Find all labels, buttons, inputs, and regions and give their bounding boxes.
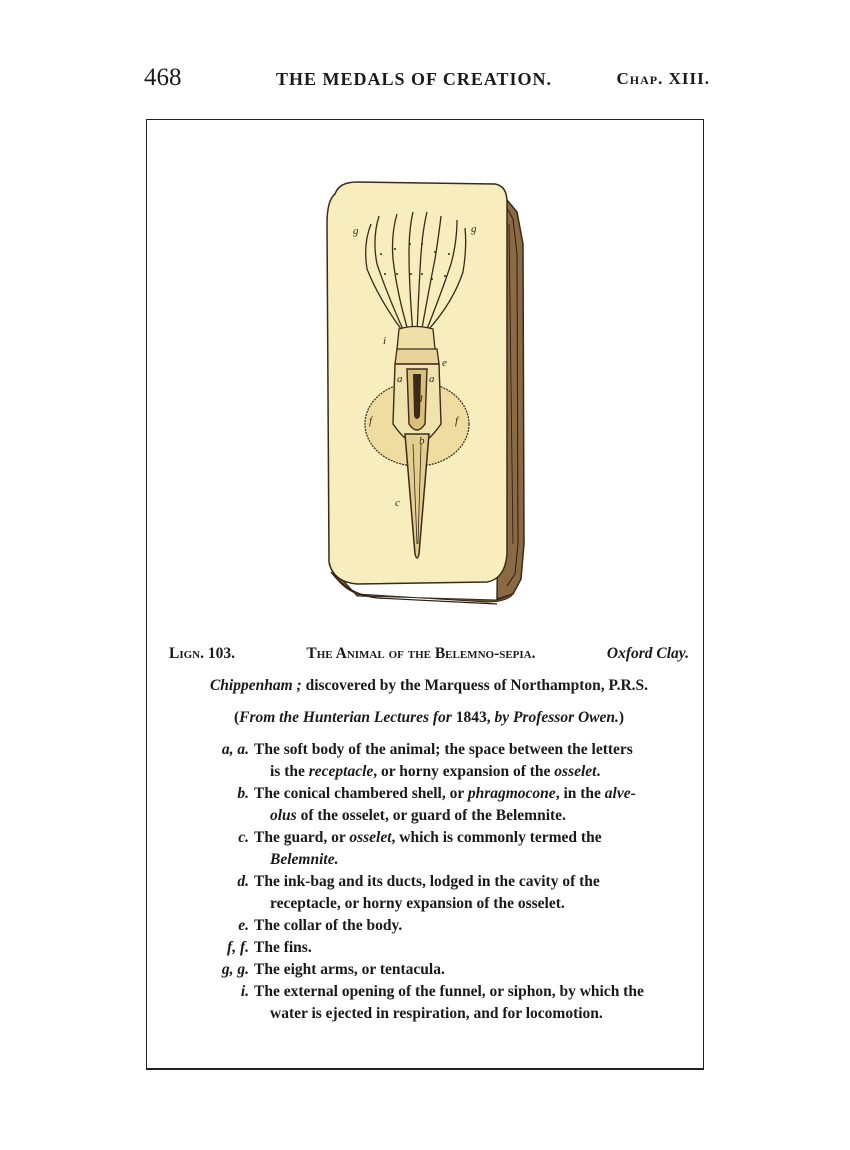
figure-title: The Animal of the Belemno-sepia. xyxy=(306,645,536,662)
label-i: i xyxy=(383,335,387,347)
formation: Oxford Clay. xyxy=(606,645,689,662)
caption-title-line xyxy=(169,643,689,665)
legend-item: a, a. The soft body of the animal; the space between the letters is the receptacle, or horny expansion of the osselet. xyxy=(221,741,633,780)
label-c: c xyxy=(395,497,400,509)
discovery: discovered by the Marquess of Northampton, P.R.S. xyxy=(301,677,649,694)
figure-frame xyxy=(146,119,704,1070)
locality: Chippenham ; xyxy=(209,677,302,694)
chapter-label: Chap. XIII. xyxy=(616,69,710,88)
belemno-sepia-illustration xyxy=(317,124,537,612)
label-g-right: g xyxy=(471,223,477,235)
running-title: THE MEDALS OF CREATION. xyxy=(276,69,553,89)
figure-caption xyxy=(169,643,689,1025)
label-f-left: f xyxy=(369,415,373,427)
legend-item: d. The ink-bag and its ducts, lodged in the cavity of the receptacle, or horny expansion of the osselet. xyxy=(237,873,600,912)
label-g-left: g xyxy=(353,225,359,237)
figure-id: Lign. 103. xyxy=(169,645,235,662)
running-header xyxy=(144,64,710,94)
label-b: b xyxy=(419,435,425,447)
page-number: 468 xyxy=(144,64,182,91)
legend-item: g, g. The eight arms, or tentacula. xyxy=(221,961,445,978)
caption-locality-line xyxy=(169,675,689,697)
caption-source-line: (From the Hunterian Lectures for 1843, by Professor Owen.) xyxy=(233,709,625,726)
legend-item: b. The conical chambered shell, or phragmocone, in the alve- olus of the osselet, or guard of the Belemnite. xyxy=(237,785,636,824)
legend-item: c. The guard, or osselet, which is commonly termed the Belemnite. xyxy=(238,829,602,868)
label-a-left: a xyxy=(397,373,403,385)
label-d: d xyxy=(417,393,423,405)
figure-legend xyxy=(169,739,689,1025)
label-e: e xyxy=(442,357,447,369)
label-a-right: a xyxy=(429,373,435,385)
label-f-right: f xyxy=(455,415,459,427)
legend-item: i. The external opening of the funnel, or siphon, by which the water is ejected in respiration, and for locomotion. xyxy=(240,983,644,1022)
legend-item: e. The collar of the body. xyxy=(238,917,403,934)
legend-item: f, f. The fins. xyxy=(227,939,312,956)
